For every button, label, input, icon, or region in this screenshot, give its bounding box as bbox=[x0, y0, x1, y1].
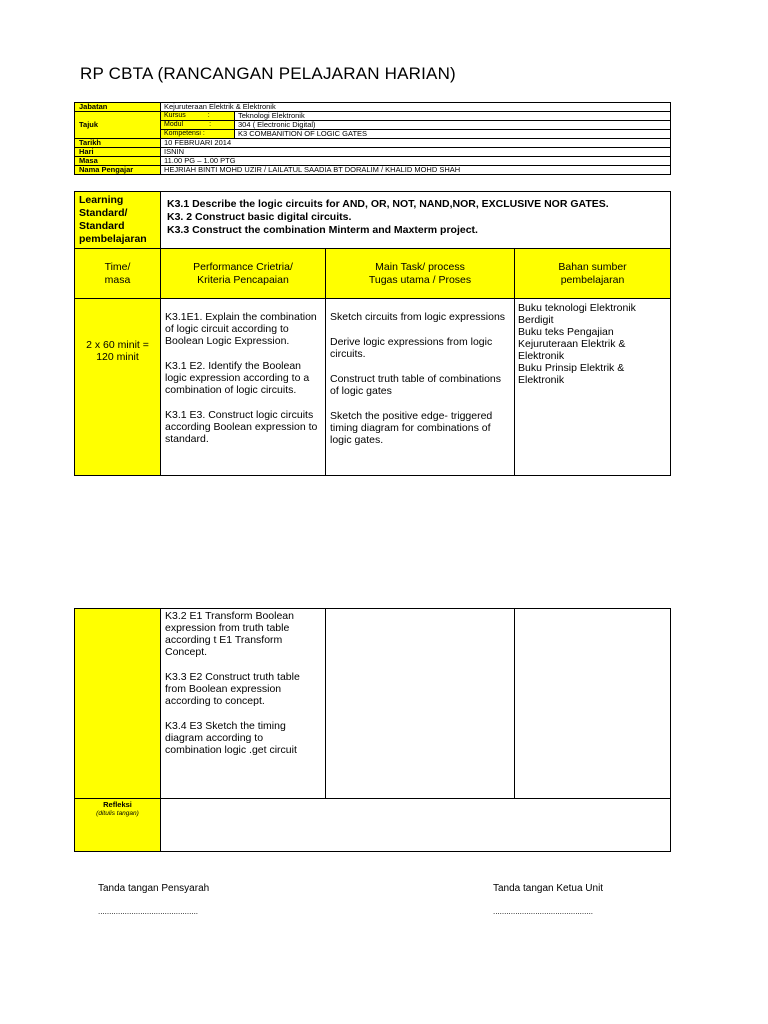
column-header-performance: Performance Crietria/ Kriteria Pencapaian bbox=[161, 249, 326, 299]
column-header-time: Time/ masa bbox=[75, 249, 161, 299]
unit-head-signature-label: Tanda tangan Ketua Unit bbox=[493, 883, 604, 894]
learning-standard-item: K3.1 Describe the logic circuits for AND, OR, NOT, NAND,NOR, EXCLUSIVE NOR GATES. bbox=[167, 198, 609, 210]
learning-standard-item: K3. 2 Construct basic digital circuits. bbox=[167, 211, 352, 223]
hari-label: Hari bbox=[75, 148, 161, 157]
jabatan-label: Jabatan bbox=[75, 103, 161, 112]
masa-value: 11.00 PG – 1.00 PTG bbox=[161, 157, 671, 166]
column-header-task: Main Task/ process Tugas utama / Proses bbox=[326, 249, 515, 299]
time-cell: 2 x 60 minit = 120 minit bbox=[75, 299, 161, 476]
tarikh-label: Tarikh bbox=[75, 139, 161, 148]
main-task-cell: Sketch circuits from logic expressions Derive logic expressions from logic circuits. Construct truth table of combinations of logic gates Sketch the positive edge- triggered timing diagram for combinations of logic gates. bbox=[326, 299, 515, 476]
lesson-plan-continuation-table bbox=[74, 608, 671, 852]
time-cell-continued bbox=[75, 609, 161, 799]
kursus-label: Kursus : bbox=[161, 112, 235, 121]
jabatan-value: Kejuruteraan Elektrik & Elektronik bbox=[161, 103, 671, 112]
refleksi-input-area bbox=[161, 799, 671, 852]
unit-head-signature-line: ............................................. bbox=[493, 907, 594, 916]
tarikh-value: 10 FEBRUARI 2014 bbox=[161, 139, 671, 148]
learning-standard-label: Learning Standard/ Standard pembelajaran bbox=[75, 192, 161, 249]
kursus-value: Teknologi Elektronik bbox=[235, 112, 671, 121]
main-task-cell-continued bbox=[326, 609, 515, 799]
header-info-table bbox=[74, 102, 671, 175]
resources-cell-continued bbox=[515, 609, 671, 799]
learning-standard-item: K3.3 Construct the combination Minterm and Maxterm project. bbox=[167, 224, 478, 236]
modul-value: 304 ( Electronic Digital) bbox=[235, 121, 671, 130]
document-title: RP CBTA (RANCANGAN PELAJARAN HARIAN) bbox=[80, 64, 456, 83]
tajuk-label: Tajuk bbox=[75, 112, 161, 139]
lecturer-signature-label: Tanda tangan Pensyarah bbox=[98, 883, 210, 894]
pengajar-label: Nama Pengajar bbox=[75, 166, 161, 175]
kompetensi-label: Kompetensi : bbox=[161, 130, 235, 139]
lecturer-signature-line: ............................................. bbox=[98, 907, 199, 916]
resources-cell: Buku teknologi Elektronik Berdigit Buku teks Pengajian Kejuruteraan Elektrik & Elektronik Buku Prinsip Elektrik & Elektronik bbox=[515, 299, 671, 476]
performance-criteria-cell: K3.1E1. Explain the combination of logic circuit according to Boolean Logic Expression. K3.1 E2. Identify the Boolean logic expression according to a combination of logic circuits. K3.1 E3. Construct logic circuits according Boolean expression to standard. bbox=[161, 299, 326, 476]
performance-criteria-cell-continued: K3.2 E1 Transform Boolean expression from truth table according t E1 Transform Concept. K3.3 E2 Construct truth table from Boolean expression according to concept. K3.4 E3 Sketch the timing diagram according to combination logic .get circuit bbox=[161, 609, 326, 799]
kompetensi-value: K3 COMBANITION OF LOGIC GATES bbox=[235, 130, 671, 139]
masa-label: Masa bbox=[75, 157, 161, 166]
lesson-plan-table bbox=[74, 191, 671, 476]
refleksi-label: Refleksi (ditulis tangan) bbox=[75, 799, 161, 852]
pengajar-value: HEJRIAH BINTI MOHD UZIR / LAILATUL SAADIA BT DORALIM / KHALID MOHD SHAH bbox=[161, 166, 671, 175]
hari-value: ISNIN bbox=[161, 148, 671, 157]
learning-standard-text bbox=[161, 192, 671, 249]
column-header-resources: Bahan sumber pembelajaran bbox=[515, 249, 671, 299]
modul-label: Modul : bbox=[161, 121, 235, 130]
